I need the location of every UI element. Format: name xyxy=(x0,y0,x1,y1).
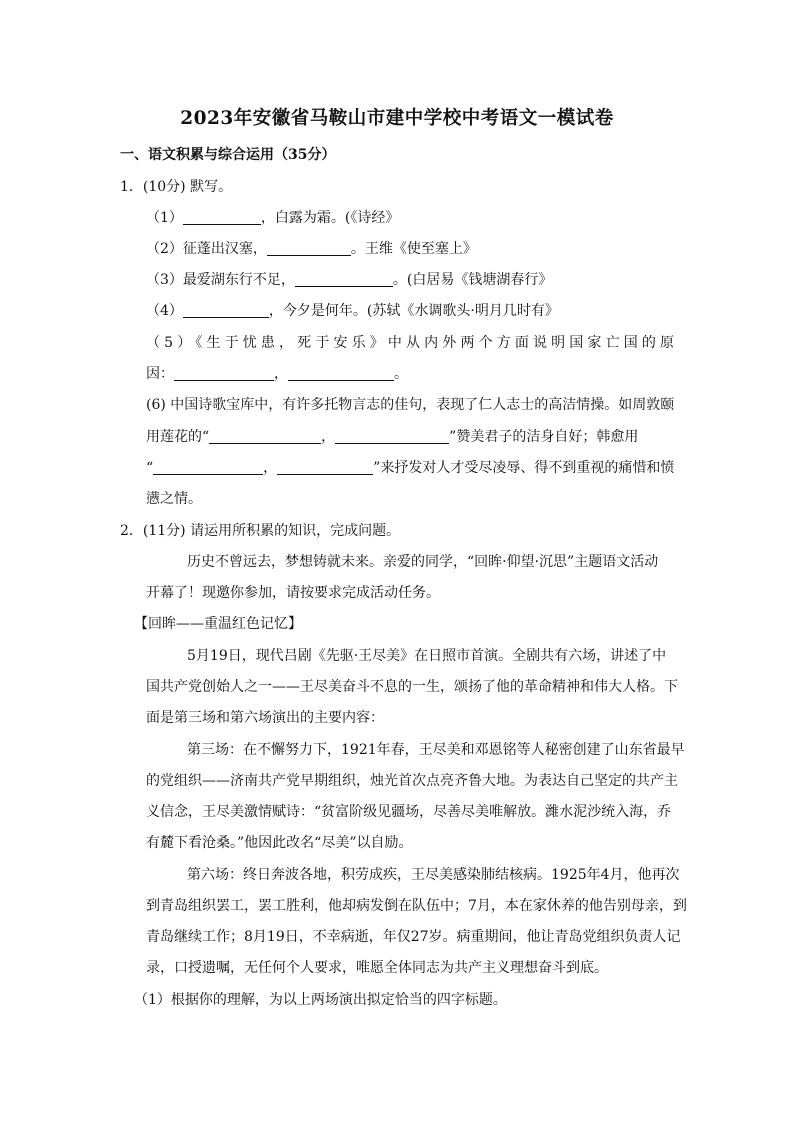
item-text: ”来抒发对人才受尽凌辱、得不到重视的痛惜和愤 xyxy=(373,460,675,476)
passage-line: 有麓下看沧桑。”他因此改名“尽美”以自励。 xyxy=(146,835,413,851)
item-text: ，白露为霜。(《诗经》 xyxy=(260,210,400,226)
item-number: （4） xyxy=(146,303,183,319)
answer-blank[interactable] xyxy=(288,366,394,381)
passage-line: 的党组织——济南共产党早期组织，烛光首次点亮齐鲁大地。为表达自己坚定的共产主 xyxy=(146,773,678,789)
item-text: ， xyxy=(263,460,278,476)
item-text: 。(白居易《钱塘湖春行》 xyxy=(392,272,553,288)
q1-item-2 xyxy=(146,239,477,259)
q1-item-1 xyxy=(146,208,399,228)
section-heading: 一、语文积累与综合运用（35分） xyxy=(120,147,336,163)
q1-item-5-line1: （5）《生于忧患，死于安乐》中从内外两个方面说明国家亡国的原 xyxy=(146,335,674,351)
passage-line: 义信念，王尽美激情赋诗：“贫富阶级见疆场，尽善尽美唯解放。濰水泥沙统入海，乔 xyxy=(146,804,672,820)
q1-item-6-line3 xyxy=(146,458,674,478)
item-text: （3）最爱湖东行不足， xyxy=(146,272,295,288)
answer-blank[interactable] xyxy=(183,303,269,318)
item-text: 用莲花的“ xyxy=(146,429,210,445)
passage-line: 5月19日，现代吕剧《先驱·王尽美》在日照市首演。全剧共有六场，讲述了中 xyxy=(187,648,667,664)
passage-line: 第三场：在不懈努力下，1921年春，王尽美和邓恩铭等人秘密创建了山东省最早 xyxy=(187,742,685,758)
item-text: 。 xyxy=(394,366,408,382)
answer-blank[interactable] xyxy=(267,241,351,256)
answer-blank[interactable] xyxy=(295,272,393,287)
q1-item-4 xyxy=(146,301,559,321)
answer-blank[interactable] xyxy=(174,366,274,381)
q2-intro-line1: 历史不曾远去，梦想铸就未来。亲爱的同学，“回眸·仰望·沉思”主题语文活动 xyxy=(187,554,659,570)
answer-blank[interactable] xyxy=(183,210,261,225)
q2-sub-question-1: （1）根据你的理解，为以上两场演出拟定恰当的四字标题。 xyxy=(134,992,507,1008)
q2-intro-line2: 开幕了！现邀你参加，请按要求完成活动任务。 xyxy=(146,585,440,601)
q1-item-5-line2 xyxy=(146,364,408,384)
item-text: 因： xyxy=(146,366,174,382)
answer-blank[interactable] xyxy=(335,429,449,444)
q1-item-3 xyxy=(146,270,552,290)
item-text: （2）征蓬出汉塞， xyxy=(146,241,267,257)
passage-line: 到青岛组织罢工，罢工胜利，他却病发倒在队伍中；7月，本在家休养的他告别母亲，到 xyxy=(146,898,687,914)
item-text: 。王维《使至塞上》 xyxy=(350,241,477,257)
answer-blank[interactable] xyxy=(209,429,321,444)
q1-item-6-line4: 懑之情。 xyxy=(146,491,202,507)
item-text: ”赞美君子的洁身自好；韩愈用 xyxy=(449,429,639,445)
passage-line: 面是第三场和第六场演出的主要内容： xyxy=(146,710,384,726)
exam-title: 2023年安徽省马鞍山市建中学校中考语文一模试卷 xyxy=(180,108,614,129)
section-subheading: 【回眸——重温红色记忆】 xyxy=(134,616,302,632)
passage-line: 录，口授遗嘱，无任何个人要求，唯愿全体同志为共产主义理想奋斗到底。 xyxy=(146,960,608,976)
passage-line: 国共产党创始人之一——王尽美奋斗不息的一生，颂扬了他的革命精神和伟大人格。下 xyxy=(146,679,678,695)
question-2-stem: 2．(11分) 请运用所积累的知识，完成问题。 xyxy=(120,523,401,539)
item-text: ，今夕是何年。(苏轼《水调歌头·明月几时有》 xyxy=(268,303,559,319)
passage-line: 第六场：终日奔波各地，积劳成疾，王尽美感染肺结核病。1925年4月，他再次 xyxy=(187,867,680,883)
answer-blank[interactable] xyxy=(153,460,263,475)
passage-line: 青岛继续工作；8月19日，不幸病逝，年仅27岁。病重期间，他让青岛党组织负责人记 xyxy=(146,929,681,945)
item-text: ， xyxy=(321,429,336,445)
q1-item-6-line2 xyxy=(146,427,638,447)
item-text: ， xyxy=(274,366,288,382)
answer-blank[interactable] xyxy=(277,460,373,475)
question-1-stem: 1．(10分) 默写。 xyxy=(120,179,233,195)
q1-item-6-line1: (6) 中国诗歌宝库中，有许多托物言志的佳句，表现了仁人志士的高洁情操。如周敦颐 xyxy=(146,397,675,413)
item-text: “ xyxy=(146,460,154,476)
item-number: （1） xyxy=(146,210,183,226)
